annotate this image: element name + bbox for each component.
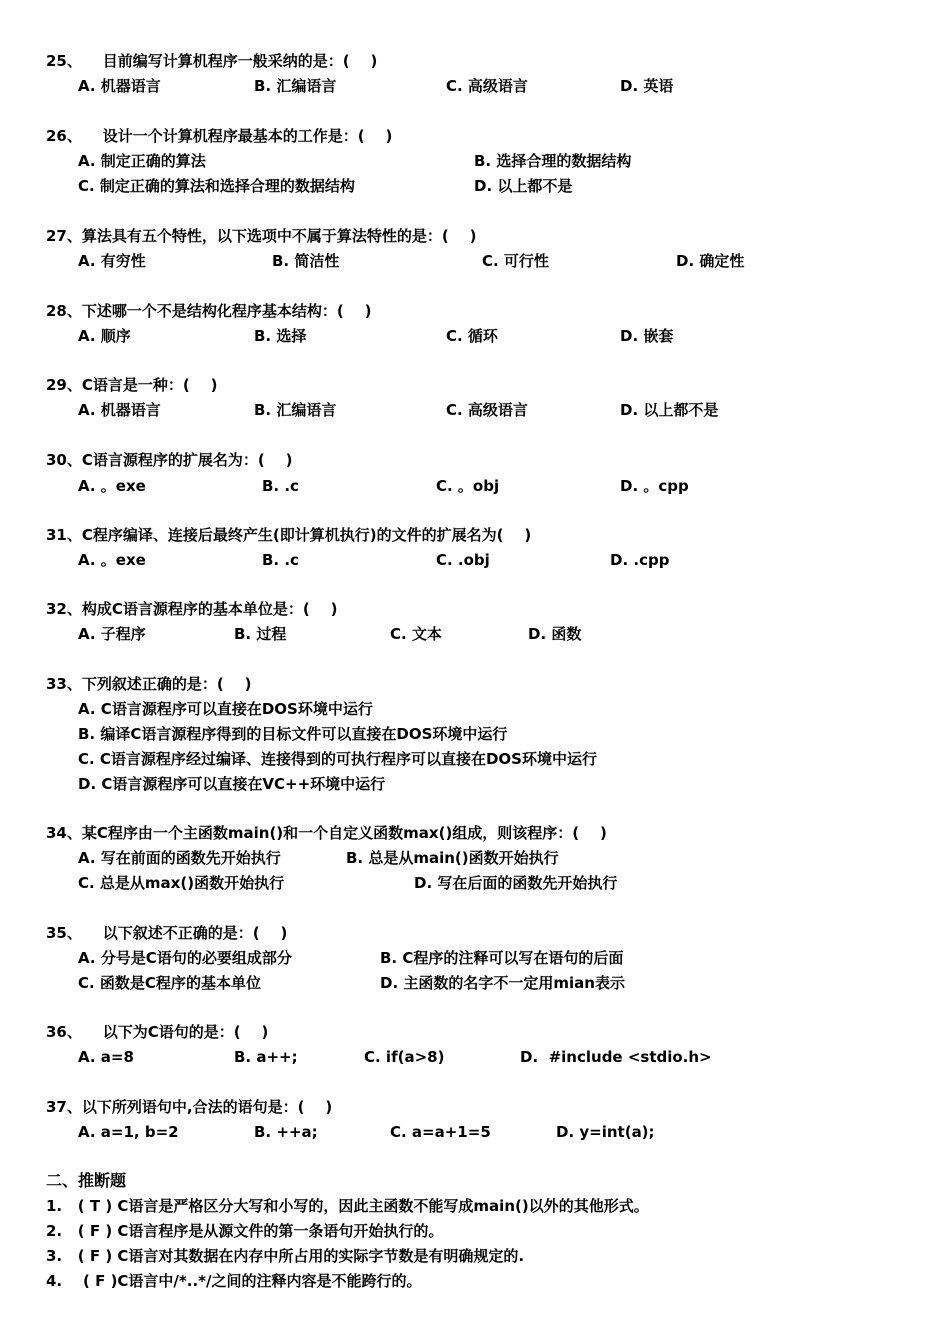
question-25-stem: 25、 目前编写计算机程序一般采纳的是：( ) [46,52,378,70]
question-34-option-d: D. 写在后面的函数先开始执行 [414,874,618,892]
judgement-item-2: 2. ( F ) C语言程序是从源文件的第一条语句开始执行的。 [46,1222,444,1240]
question-26-stem: 26、 设计一个计算机程序最基本的工作是：( ) [46,127,393,145]
question-25-option-d: D. 英语 [620,77,674,95]
question-26-option-b: B. 选择合理的数据结构 [474,152,632,170]
question-35-option-a: A. 分号是C语句的必要组成部分 [78,949,292,967]
question-28-stem: 28、下述哪一个不是结构化程序基本结构：( ) [46,302,372,320]
question-29-option-b: B. 汇编语言 [254,401,337,419]
question-28-option-a: A. 顺序 [78,327,131,345]
question-37-option-c: C. a=a+1=5 [390,1123,491,1141]
question-35-option-b: B. C程序的注释可以写在语句的后面 [380,949,624,967]
question-33-option-d: D. C语言源程序可以直接在VC++环境中运行 [78,775,386,793]
judgement-item-3: 3. ( F ) C语言对其数据在内存中所占用的实际字节数是有明确规定的. [46,1247,525,1265]
question-32-option-c: C. 文本 [390,625,442,643]
question-29-option-d: D. 以上都不是 [620,401,719,419]
question-26-option-a: A. 制定正确的算法 [78,152,206,170]
question-37-option-a: A. a=1, b=2 [78,1123,179,1141]
question-31-stem: 31、C程序编译、连接后最终产生(即计算机执行)的文件的扩展名为( ) [46,526,532,544]
question-33-option-a: A. C语言源程序可以直接在DOS环境中运行 [78,700,373,718]
question-30-option-c: C. 。obj [436,477,500,495]
question-33-option-c: C. C语言源程序经过编译、连接得到的可执行程序可以直接在DOS环境中运行 [78,750,597,768]
question-35-stem: 35、 以下叙述不正确的是：( ) [46,924,288,942]
question-33-option-b: B. 编译C语言源程序得到的目标文件可以直接在DOS环境中运行 [78,725,508,743]
question-25-option-a: A. 机器语言 [78,77,161,95]
question-35-option-c: C. 函数是C程序的基本单位 [78,974,261,992]
question-27-option-b: B. 简洁性 [272,252,340,270]
question-37-stem: 37、以下所列语句中,合法的语句是：( ) [46,1098,333,1116]
question-27-option-d: D. 确定性 [676,252,745,270]
question-34-option-c: C. 总是从max()函数开始执行 [78,874,285,892]
question-36-option-d: D. #include <stdio.h> [520,1048,712,1066]
question-36-stem: 36、 以下为C语句的是：( ) [46,1023,269,1041]
question-29-option-c: C. 高级语言 [446,401,528,419]
question-31-option-b: B. .c [262,551,299,569]
question-33-stem: 33、下列叙述正确的是：( ) [46,675,252,693]
judgement-item-4: 4. ( F )C语言中/*..*/之间的注释内容是不能跨行的。 [46,1272,422,1290]
question-37-option-b: B. ++a; [254,1123,318,1141]
question-26-option-c: C. 制定正确的算法和选择合理的数据结构 [78,177,355,195]
question-28-option-d: D. 嵌套 [620,327,674,345]
judgement-item-1: 1. ( T ) C语言是严格区分大写和小写的，因此主函数不能写成main()以外的其他形式。 [46,1197,649,1215]
question-34-option-b: B. 总是从main()函数开始执行 [346,849,559,867]
question-30-option-b: B. .c [262,477,299,495]
question-30-option-d: D. 。cpp [620,477,689,495]
question-32-option-d: D. 函数 [528,625,582,643]
question-30-stem: 30、C语言源程序的扩展名为：( ) [46,451,293,469]
question-34-option-a: A. 写在前面的函数先开始执行 [78,849,281,867]
question-29-stem: 29、C语言是一种：( ) [46,376,218,394]
question-26-option-d: D. 以上都不是 [474,177,573,195]
question-27-option-c: C. 可行性 [482,252,549,270]
question-29-option-a: A. 机器语言 [78,401,161,419]
question-35-option-d: D. 主函数的名字不一定用mian表示 [380,974,625,992]
question-25-option-b: B. 汇编语言 [254,77,337,95]
question-28-option-c: C. 循环 [446,327,498,345]
question-31-option-d: D. .cpp [610,551,670,569]
question-28-option-b: B. 选择 [254,327,307,345]
question-25-option-c: C. 高级语言 [446,77,528,95]
section-title: 二、推断题 [46,1171,127,1190]
question-36-option-c: C. if(a>8) [364,1048,445,1066]
question-36-option-b: B. a++; [234,1048,298,1066]
question-32-option-a: A. 子程序 [78,625,146,643]
question-31-option-c: C. .obj [436,551,490,569]
question-27-stem: 27、算法具有五个特性，以下选项中不属于算法特性的是：( ) [46,227,477,245]
question-34-stem: 34、某C程序由一个主函数main()和一个自定义函数max()组成，则该程序：( ) [46,824,607,842]
question-32-stem: 32、构成C语言源程序的基本单位是：( ) [46,600,338,618]
question-31-option-a: A. 。exe [78,551,146,569]
question-37-option-d: D. y=int(a); [556,1123,655,1141]
question-36-option-a: A. a=8 [78,1048,134,1066]
question-32-option-b: B. 过程 [234,625,287,643]
question-27-option-a: A. 有穷性 [78,252,146,270]
question-30-option-a: A. 。exe [78,477,146,495]
